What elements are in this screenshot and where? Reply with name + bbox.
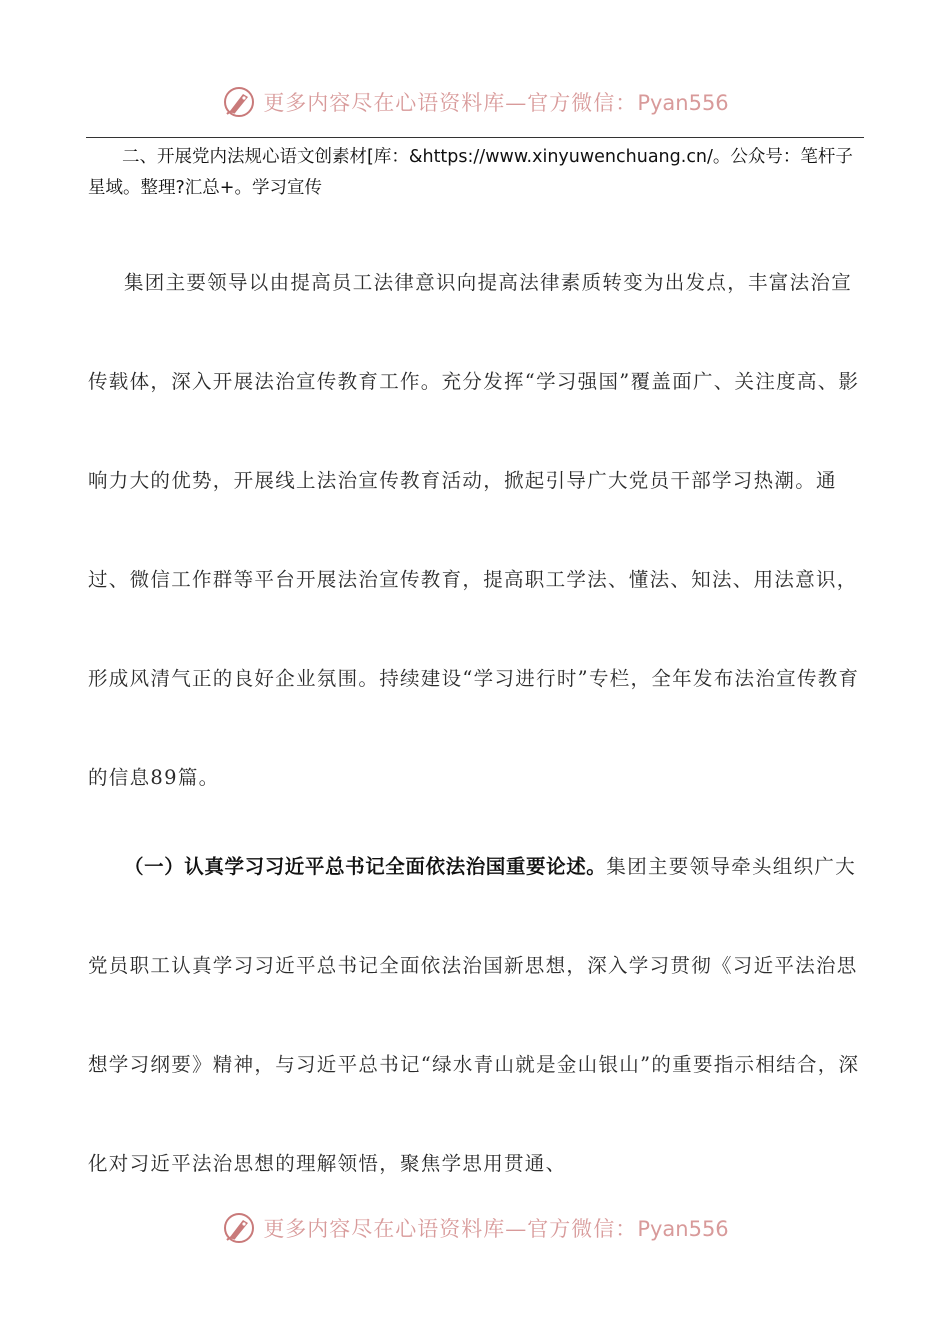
paragraph-2 [88,817,864,1213]
paragraph-1: 集团主要领导以由提高员工法律意识向提高法律素质转变为出发点，丰富法治宣传载体，深入开展法治宣传教育工作。充分发挥“学习强国”覆盖面广、关注度高、影响力大的优势，开展线上法治宣传教育活动，掀起引导广大党员干部学习热潮。通过、微信工作群等平台开展法治宣传教育，提高职工学法、懂法、知法、用法意识，形成风清气正的良好企业氛围。持续建设“学习进行时”专栏，全年发布法治宣传教育的信息89篇。 [88,271,860,789]
header-divider [86,137,864,138]
section-heading: 二、开展党内法规心语文创素材[库：&https://www.xinyuwenchuang.cn/。公众号：笔杆子星域。整理?汇总+。学习宣传 [88,147,853,198]
footer-banner [0,1210,950,1246]
paragraph-2-bold-lead: （一）认真学习习近平总书记全面依法治国重要论述。 [124,855,607,878]
footer-wechat-id: Pyan556 [637,1217,729,1241]
header-banner-text: 更多内容尽在心语资料库—官方微信：Pyan556 [263,91,729,115]
pen-nib-logo-icon [221,84,257,120]
footer-banner-text: 更多内容尽在心语资料库—官方微信：Pyan556 [263,1217,729,1241]
header-banner [0,84,950,120]
header-wechat-id: Pyan556 [637,91,729,115]
pen-nib-logo-icon [221,1210,257,1246]
paragraph-2-body: 集团主要领导牵头组织广大党员职工认真学习习近平总书记全面依法治国新思想，深入学习贯彻《习近平法治思想学习纲要》精神，与习近平总书记“绿水青山就是金山银山”的重要指示相结合，深化对习近平法治思想的理解领悟，聚焦学思用贯通、 [88,855,860,1175]
